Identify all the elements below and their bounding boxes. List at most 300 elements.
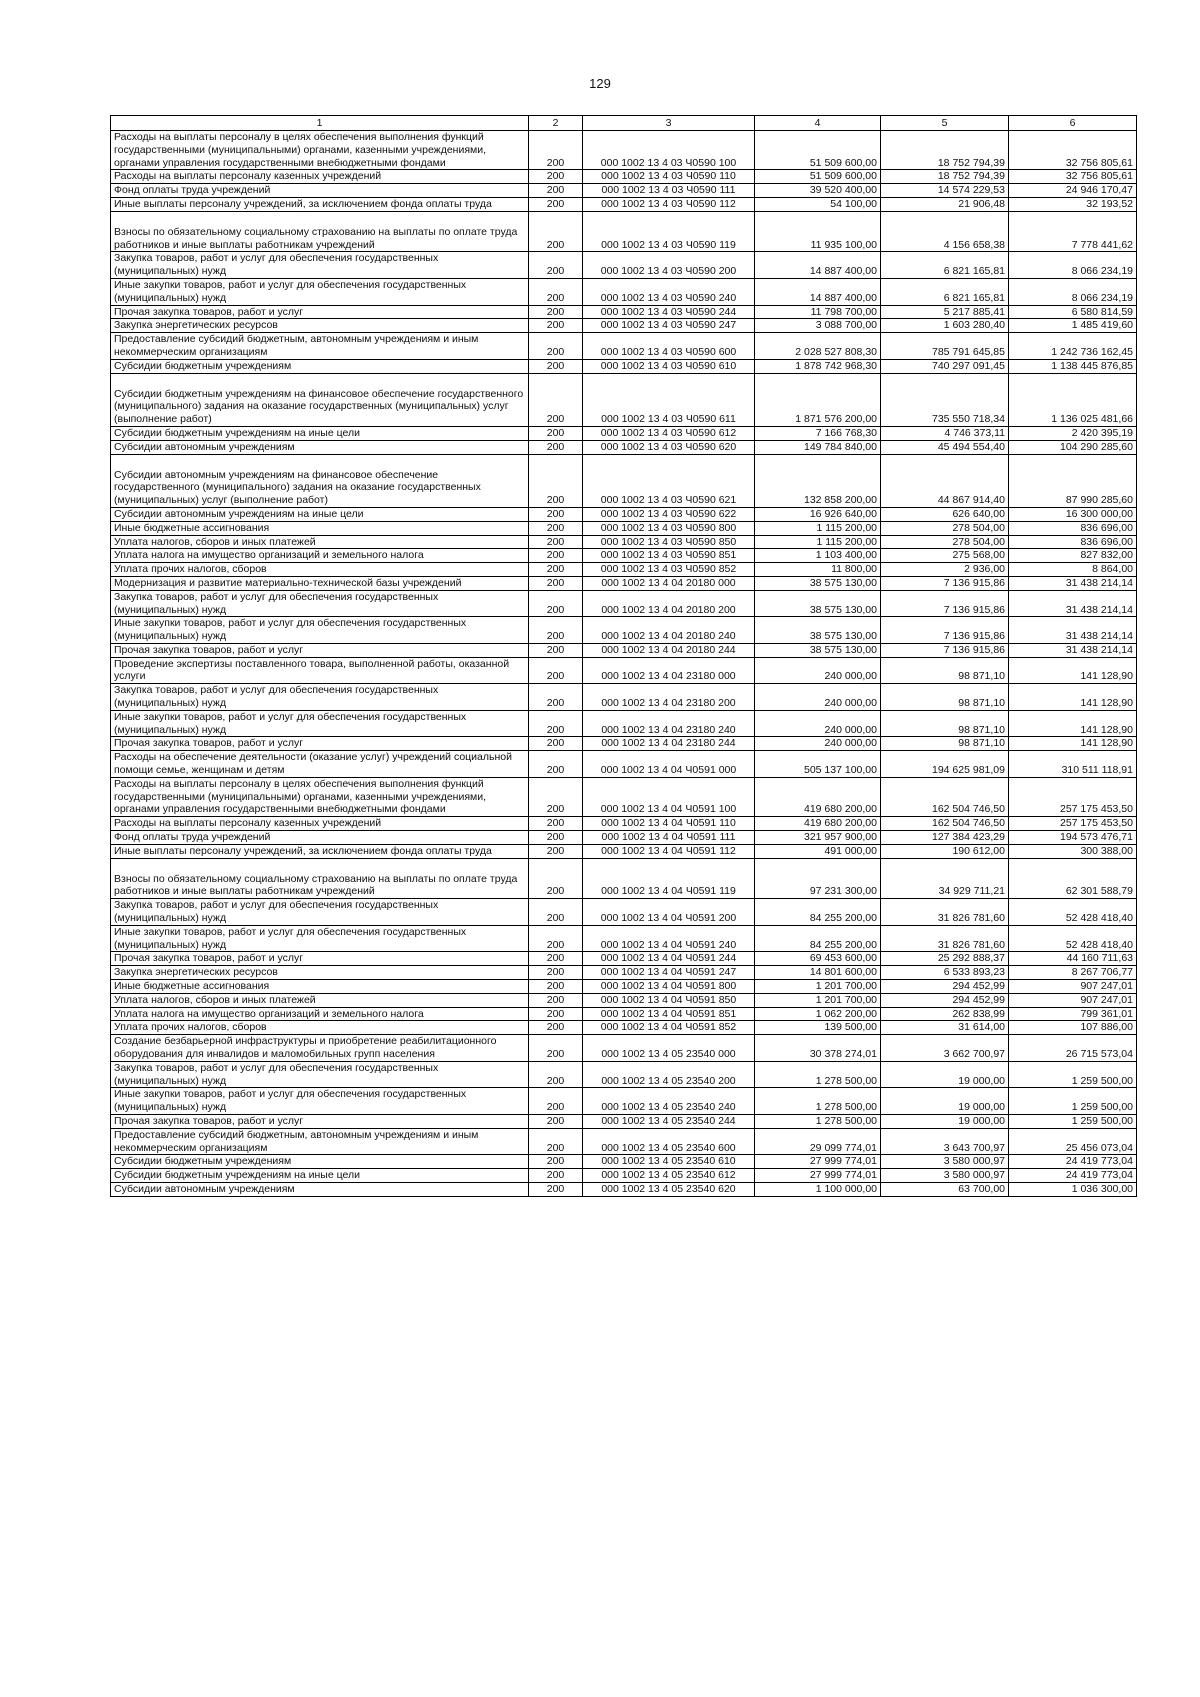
row-description: Иные выплаты персоналу учреждений, за исключением фонда оплаты труда: [111, 197, 529, 211]
row-budget-classification-code: 000 1002 13 4 05 23540 244: [583, 1114, 755, 1128]
row-line-code: 200: [529, 817, 583, 831]
row-approved-amount: 1 278 500,00: [755, 1114, 881, 1128]
row-budget-classification-code: 000 1002 13 4 04 20180 244: [583, 643, 755, 657]
row-executed-amount: 275 568,00: [881, 549, 1009, 563]
table-row: [111, 549, 1137, 563]
row-unexecuted-amount: 16 300 000,00: [1009, 507, 1137, 521]
row-budget-classification-code: 000 1002 13 4 03 Ч0590 621: [583, 454, 755, 507]
row-approved-amount: 1 062 200,00: [755, 1007, 881, 1021]
row-description: Иные закупки товаров, работ и услуг для обеспечения государственных (муниципальных) нужд: [111, 710, 529, 737]
row-approved-amount: 69 453 600,00: [755, 952, 881, 966]
row-unexecuted-amount: 1 259 500,00: [1009, 1114, 1137, 1128]
row-budget-classification-code: 000 1002 13 4 05 23540 612: [583, 1169, 755, 1183]
row-description: Закупка товаров, работ и услуг для обеспечения государственных (муниципальных) нужд: [111, 590, 529, 617]
row-unexecuted-amount: 310 511 118,91: [1009, 751, 1137, 778]
row-line-code: 200: [529, 831, 583, 845]
row-approved-amount: 491 000,00: [755, 844, 881, 858]
table-row: [111, 1021, 1137, 1035]
table-row: [111, 319, 1137, 333]
row-description: Иные бюджетные ассигнования: [111, 521, 529, 535]
row-executed-amount: 5 217 885,41: [881, 305, 1009, 319]
row-line-code: 200: [529, 535, 583, 549]
row-approved-amount: 51 509 600,00: [755, 170, 881, 184]
table-row: [111, 563, 1137, 577]
row-unexecuted-amount: 8 267 706,77: [1009, 966, 1137, 980]
row-description: Субсидии бюджетным учреждениям на иные цели: [111, 426, 529, 440]
row-unexecuted-amount: 141 128,90: [1009, 657, 1137, 684]
row-executed-amount: 162 504 746,50: [881, 777, 1009, 816]
column-header: 5: [881, 116, 1009, 131]
table-row: [111, 305, 1137, 319]
row-executed-amount: 34 929 711,21: [881, 858, 1009, 899]
table-row: [111, 844, 1137, 858]
row-executed-amount: 18 752 794,39: [881, 170, 1009, 184]
row-line-code: 200: [529, 359, 583, 373]
row-description: Расходы на выплаты персоналу казенных учреждений: [111, 817, 529, 831]
row-unexecuted-amount: 31 438 214,14: [1009, 590, 1137, 617]
table-row: [111, 980, 1137, 994]
table-row: [111, 590, 1137, 617]
row-line-code: 200: [529, 319, 583, 333]
row-budget-classification-code: 000 1002 13 4 04 Ч0591 000: [583, 751, 755, 778]
row-executed-amount: 19 000,00: [881, 1061, 1009, 1088]
row-approved-amount: 11 800,00: [755, 563, 881, 577]
column-header: 1: [111, 116, 529, 131]
row-approved-amount: 139 500,00: [755, 1021, 881, 1035]
row-executed-amount: 31 826 781,60: [881, 899, 1009, 926]
row-executed-amount: 31 826 781,60: [881, 925, 1009, 952]
table-body: [111, 131, 1137, 1197]
row-unexecuted-amount: 52 428 418,40: [1009, 899, 1137, 926]
row-line-code: 200: [529, 373, 583, 426]
page-number: 129: [589, 76, 611, 91]
row-budget-classification-code: 000 1002 13 4 03 Ч0590 112: [583, 197, 755, 211]
row-description: Закупка энергетических ресурсов: [111, 319, 529, 333]
row-unexecuted-amount: 8 066 234,19: [1009, 278, 1137, 305]
row-unexecuted-amount: 32 756 805,61: [1009, 170, 1137, 184]
row-executed-amount: 294 452,99: [881, 980, 1009, 994]
row-unexecuted-amount: 2 420 395,19: [1009, 426, 1137, 440]
row-line-code: 200: [529, 710, 583, 737]
row-budget-classification-code: 000 1002 13 4 04 Ч0591 112: [583, 844, 755, 858]
row-line-code: 200: [529, 858, 583, 899]
row-budget-classification-code: 000 1002 13 4 05 23540 200: [583, 1061, 755, 1088]
row-approved-amount: 27 999 774,01: [755, 1155, 881, 1169]
column-header: 4: [755, 116, 881, 131]
row-executed-amount: 63 700,00: [881, 1182, 1009, 1196]
row-budget-classification-code: 000 1002 13 4 04 Ч0591 200: [583, 899, 755, 926]
row-executed-amount: 3 643 700,97: [881, 1128, 1009, 1155]
row-line-code: 200: [529, 440, 583, 454]
row-unexecuted-amount: 31 438 214,14: [1009, 643, 1137, 657]
table-row: [111, 454, 1137, 507]
row-executed-amount: 3 580 000,97: [881, 1169, 1009, 1183]
row-executed-amount: 190 612,00: [881, 844, 1009, 858]
row-approved-amount: 14 801 600,00: [755, 966, 881, 980]
row-description: Уплата налога на имущество организаций и земельного налога: [111, 549, 529, 563]
row-executed-amount: 6 533 893,23: [881, 966, 1009, 980]
row-executed-amount: 98 871,10: [881, 684, 1009, 711]
row-executed-amount: 2 936,00: [881, 563, 1009, 577]
row-approved-amount: 84 255 200,00: [755, 925, 881, 952]
row-executed-amount: 4 746 373,11: [881, 426, 1009, 440]
row-executed-amount: 127 384 423,29: [881, 831, 1009, 845]
row-executed-amount: 7 136 915,86: [881, 590, 1009, 617]
row-description: Субсидии автономным учреждениям на финансовое обеспечение государственного (муниципального) задания на оказание государственных (муниципальных) услуг (выполнение работ): [111, 454, 529, 507]
row-unexecuted-amount: 1 259 500,00: [1009, 1088, 1137, 1115]
row-approved-amount: 1 115 200,00: [755, 535, 881, 549]
row-line-code: 200: [529, 197, 583, 211]
row-budget-classification-code: 000 1002 13 4 03 Ч0590 119: [583, 211, 755, 252]
row-unexecuted-amount: 836 696,00: [1009, 521, 1137, 535]
row-line-code: 200: [529, 1021, 583, 1035]
table-row: [111, 535, 1137, 549]
row-approved-amount: 38 575 130,00: [755, 617, 881, 644]
row-approved-amount: 97 231 300,00: [755, 858, 881, 899]
row-budget-classification-code: 000 1002 13 4 04 23180 244: [583, 737, 755, 751]
row-executed-amount: 626 640,00: [881, 507, 1009, 521]
row-approved-amount: 51 509 600,00: [755, 131, 881, 170]
row-line-code: 200: [529, 170, 583, 184]
row-budget-classification-code: 000 1002 13 4 04 Ч0591 244: [583, 952, 755, 966]
row-approved-amount: 16 926 640,00: [755, 507, 881, 521]
table-row: [111, 925, 1137, 952]
table-row: [111, 170, 1137, 184]
row-budget-classification-code: 000 1002 13 4 05 23540 240: [583, 1088, 755, 1115]
row-line-code: 200: [529, 952, 583, 966]
row-executed-amount: 31 614,00: [881, 1021, 1009, 1035]
row-approved-amount: 39 520 400,00: [755, 184, 881, 198]
table-row: [111, 252, 1137, 279]
row-line-code: 200: [529, 507, 583, 521]
row-approved-amount: 27 999 774,01: [755, 1169, 881, 1183]
row-executed-amount: 25 292 888,37: [881, 952, 1009, 966]
row-executed-amount: 785 791 645,85: [881, 333, 1009, 360]
row-approved-amount: 1 278 500,00: [755, 1088, 881, 1115]
row-description: Иные закупки товаров, работ и услуг для обеспечения государственных (муниципальных) нужд: [111, 278, 529, 305]
row-budget-classification-code: 000 1002 13 4 04 Ч0591 851: [583, 1007, 755, 1021]
table-row: [111, 993, 1137, 1007]
row-budget-classification-code: 000 1002 13 4 04 Ч0591 100: [583, 777, 755, 816]
row-executed-amount: 18 752 794,39: [881, 131, 1009, 170]
table-row: [111, 1114, 1137, 1128]
row-unexecuted-amount: 257 175 453,50: [1009, 817, 1137, 831]
row-approved-amount: 14 887 400,00: [755, 252, 881, 279]
row-approved-amount: 1 201 700,00: [755, 993, 881, 1007]
table-row: [111, 777, 1137, 816]
row-executed-amount: 7 136 915,86: [881, 576, 1009, 590]
row-line-code: 200: [529, 1169, 583, 1183]
row-line-code: 200: [529, 211, 583, 252]
row-description: Уплата прочих налогов, сборов: [111, 563, 529, 577]
row-description: Прочая закупка товаров, работ и услуг: [111, 1114, 529, 1128]
row-budget-classification-code: 000 1002 13 4 03 Ч0590 247: [583, 319, 755, 333]
row-approved-amount: 240 000,00: [755, 737, 881, 751]
table-row: [111, 1155, 1137, 1169]
row-budget-classification-code: 000 1002 13 4 05 23540 000: [583, 1035, 755, 1062]
row-approved-amount: 419 680 200,00: [755, 777, 881, 816]
table-row: [111, 710, 1137, 737]
row-approved-amount: 11 798 700,00: [755, 305, 881, 319]
table-row: [111, 657, 1137, 684]
table-row: [111, 278, 1137, 305]
row-approved-amount: 1 278 500,00: [755, 1061, 881, 1088]
row-description: Иные закупки товаров, работ и услуг для обеспечения государственных (муниципальных) нужд: [111, 925, 529, 952]
row-budget-classification-code: 000 1002 13 4 04 Ч0591 240: [583, 925, 755, 952]
row-line-code: 200: [529, 454, 583, 507]
row-description: Проведение экспертизы поставленного товара, выполненной работы, оказанной услуги: [111, 657, 529, 684]
row-unexecuted-amount: 24 419 773,04: [1009, 1155, 1137, 1169]
row-approved-amount: 38 575 130,00: [755, 590, 881, 617]
row-line-code: 200: [529, 737, 583, 751]
row-executed-amount: 14 574 229,53: [881, 184, 1009, 198]
row-description: Создание безбарьерной инфраструктуры и приобретение реабилитационного оборудования для инвалидов и маломобильных групп населения: [111, 1035, 529, 1062]
row-description: Уплата налогов, сборов и иных платежей: [111, 535, 529, 549]
row-executed-amount: 6 821 165,81: [881, 252, 1009, 279]
row-executed-amount: 740 297 091,45: [881, 359, 1009, 373]
row-line-code: 200: [529, 563, 583, 577]
row-unexecuted-amount: 141 128,90: [1009, 684, 1137, 711]
row-unexecuted-amount: 107 886,00: [1009, 1021, 1137, 1035]
row-line-code: 200: [529, 684, 583, 711]
row-unexecuted-amount: 1 242 736 162,45: [1009, 333, 1137, 360]
table-row: [111, 684, 1137, 711]
row-line-code: 200: [529, 131, 583, 170]
row-line-code: 200: [529, 1007, 583, 1021]
row-approved-amount: 240 000,00: [755, 684, 881, 711]
row-line-code: 200: [529, 643, 583, 657]
row-budget-classification-code: 000 1002 13 4 03 Ч0590 610: [583, 359, 755, 373]
row-executed-amount: 44 867 914,40: [881, 454, 1009, 507]
row-approved-amount: 38 575 130,00: [755, 576, 881, 590]
table-row: [111, 131, 1137, 170]
row-unexecuted-amount: 1 036 300,00: [1009, 1182, 1137, 1196]
row-line-code: 200: [529, 184, 583, 198]
row-unexecuted-amount: 1 136 025 481,66: [1009, 373, 1137, 426]
row-unexecuted-amount: 32 756 805,61: [1009, 131, 1137, 170]
row-unexecuted-amount: 257 175 453,50: [1009, 777, 1137, 816]
row-unexecuted-amount: 7 778 441,62: [1009, 211, 1137, 252]
row-unexecuted-amount: 907 247,01: [1009, 993, 1137, 1007]
row-line-code: 200: [529, 657, 583, 684]
row-approved-amount: 240 000,00: [755, 710, 881, 737]
row-budget-classification-code: 000 1002 13 4 03 Ч0590 111: [583, 184, 755, 198]
row-approved-amount: 1 871 576 200,00: [755, 373, 881, 426]
table-row: [111, 1169, 1137, 1183]
row-description: Закупка товаров, работ и услуг для обеспечения государственных (муниципальных) нужд: [111, 1061, 529, 1088]
row-approved-amount: 14 887 400,00: [755, 278, 881, 305]
row-executed-amount: 98 871,10: [881, 657, 1009, 684]
row-unexecuted-amount: 44 160 711,63: [1009, 952, 1137, 966]
row-unexecuted-amount: 1 259 500,00: [1009, 1061, 1137, 1088]
row-description: Субсидии бюджетным учреждениям: [111, 1155, 529, 1169]
row-budget-classification-code: 000 1002 13 4 03 Ч0590 611: [583, 373, 755, 426]
row-unexecuted-amount: 194 573 476,71: [1009, 831, 1137, 845]
row-approved-amount: 419 680 200,00: [755, 817, 881, 831]
table-row: [111, 952, 1137, 966]
row-line-code: 200: [529, 1061, 583, 1088]
table-row: [111, 440, 1137, 454]
row-budget-classification-code: 000 1002 13 4 04 Ч0591 800: [583, 980, 755, 994]
row-approved-amount: 38 575 130,00: [755, 643, 881, 657]
row-approved-amount: 240 000,00: [755, 657, 881, 684]
table-row: [111, 817, 1137, 831]
table-row: [111, 831, 1137, 845]
table-row: [111, 211, 1137, 252]
row-budget-classification-code: 000 1002 13 4 03 Ч0590 200: [583, 252, 755, 279]
row-line-code: 200: [529, 590, 583, 617]
row-description: Фонд оплаты труда учреждений: [111, 831, 529, 845]
table-row: [111, 1007, 1137, 1021]
row-line-code: 200: [529, 1128, 583, 1155]
row-description: Уплата налога на имущество организаций и земельного налога: [111, 1007, 529, 1021]
row-approved-amount: 321 957 900,00: [755, 831, 881, 845]
row-budget-classification-code: 000 1002 13 4 04 Ч0591 247: [583, 966, 755, 980]
table-row: [111, 507, 1137, 521]
row-budget-classification-code: 000 1002 13 4 03 Ч0590 622: [583, 507, 755, 521]
row-description: Модернизация и развитие материально-технической базы учреждений: [111, 576, 529, 590]
row-budget-classification-code: 000 1002 13 4 04 Ч0591 111: [583, 831, 755, 845]
row-approved-amount: 1 201 700,00: [755, 980, 881, 994]
row-executed-amount: 7 136 915,86: [881, 643, 1009, 657]
table-row: [111, 1035, 1137, 1062]
table-row: [111, 184, 1137, 198]
row-line-code: 200: [529, 993, 583, 1007]
row-description: Прочая закупка товаров, работ и услуг: [111, 643, 529, 657]
row-unexecuted-amount: 300 388,00: [1009, 844, 1137, 858]
row-unexecuted-amount: 141 128,90: [1009, 710, 1137, 737]
row-budget-classification-code: 000 1002 13 4 03 Ч0590 852: [583, 563, 755, 577]
table-row: [111, 617, 1137, 644]
table-row: [111, 643, 1137, 657]
row-unexecuted-amount: 1 485 419,60: [1009, 319, 1137, 333]
row-description: Расходы на выплаты персоналу в целях обеспечения выполнения функций государственными (муниципальными) органами, казенными учреждениями, органами управления государственными внебюджетными фондами: [111, 131, 529, 170]
row-description: Субсидии автономным учреждениям: [111, 1182, 529, 1196]
row-unexecuted-amount: 6 580 814,59: [1009, 305, 1137, 319]
row-executed-amount: 6 821 165,81: [881, 278, 1009, 305]
row-line-code: 200: [529, 751, 583, 778]
row-unexecuted-amount: 907 247,01: [1009, 980, 1137, 994]
table-row: [111, 576, 1137, 590]
row-budget-classification-code: 000 1002 13 4 03 Ч0590 800: [583, 521, 755, 535]
row-description: Уплата налогов, сборов и иных платежей: [111, 993, 529, 1007]
row-unexecuted-amount: 52 428 418,40: [1009, 925, 1137, 952]
row-budget-classification-code: 000 1002 13 4 05 23540 610: [583, 1155, 755, 1169]
row-unexecuted-amount: 31 438 214,14: [1009, 617, 1137, 644]
row-line-code: 200: [529, 1035, 583, 1062]
table-row: [111, 1182, 1137, 1196]
row-description: Субсидии автономным учреждениям: [111, 440, 529, 454]
table-row: [111, 858, 1137, 899]
row-line-code: 200: [529, 1182, 583, 1196]
row-approved-amount: 505 137 100,00: [755, 751, 881, 778]
row-executed-amount: 98 871,10: [881, 737, 1009, 751]
column-header: 3: [583, 116, 755, 131]
row-executed-amount: 7 136 915,86: [881, 617, 1009, 644]
table-header-row: [111, 116, 1137, 131]
row-line-code: 200: [529, 252, 583, 279]
row-executed-amount: 294 452,99: [881, 993, 1009, 1007]
row-line-code: 200: [529, 844, 583, 858]
row-unexecuted-amount: 24 419 773,04: [1009, 1169, 1137, 1183]
row-description: Закупка товаров, работ и услуг для обеспечения государственных (муниципальных) нужд: [111, 252, 529, 279]
row-unexecuted-amount: 24 946 170,47: [1009, 184, 1137, 198]
row-approved-amount: 1 103 400,00: [755, 549, 881, 563]
table-row: [111, 1128, 1137, 1155]
table-row: [111, 333, 1137, 360]
row-budget-classification-code: 000 1002 13 4 04 20180 240: [583, 617, 755, 644]
row-executed-amount: 98 871,10: [881, 710, 1009, 737]
row-unexecuted-amount: 827 832,00: [1009, 549, 1137, 563]
row-budget-classification-code: 000 1002 13 4 05 23540 600: [583, 1128, 755, 1155]
row-line-code: 200: [529, 333, 583, 360]
row-unexecuted-amount: 31 438 214,14: [1009, 576, 1137, 590]
row-description: Субсидии бюджетным учреждениям: [111, 359, 529, 373]
row-budget-classification-code: 000 1002 13 4 04 Ч0591 110: [583, 817, 755, 831]
row-description: Иные бюджетные ассигнования: [111, 980, 529, 994]
row-approved-amount: 2 028 527 808,30: [755, 333, 881, 360]
row-approved-amount: 1 878 742 968,30: [755, 359, 881, 373]
table-row: [111, 1061, 1137, 1088]
row-line-code: 200: [529, 966, 583, 980]
row-description: Расходы на выплаты персоналу в целях обеспечения выполнения функций государственными (муниципальными) органами, казенными учреждениями, органами управления государственными внебюджетными фондами: [111, 777, 529, 816]
row-budget-classification-code: 000 1002 13 4 03 Ч0590 240: [583, 278, 755, 305]
row-budget-classification-code: 000 1002 13 4 04 23180 200: [583, 684, 755, 711]
row-line-code: 200: [529, 1088, 583, 1115]
row-budget-classification-code: 000 1002 13 4 04 23180 000: [583, 657, 755, 684]
table-row: [111, 966, 1137, 980]
row-budget-classification-code: 000 1002 13 4 04 23180 240: [583, 710, 755, 737]
row-description: Закупка товаров, работ и услуг для обеспечения государственных (муниципальных) нужд: [111, 684, 529, 711]
row-budget-classification-code: 000 1002 13 4 03 Ч0590 600: [583, 333, 755, 360]
row-budget-classification-code: 000 1002 13 4 04 Ч0591 119: [583, 858, 755, 899]
row-description: Взносы по обязательному социальному страхованию на выплаты по оплате труда работников и иные выплаты работникам учреждений: [111, 211, 529, 252]
table-row: [111, 521, 1137, 535]
row-description: Прочая закупка товаров, работ и услуг: [111, 305, 529, 319]
row-budget-classification-code: 000 1002 13 4 03 Ч0590 620: [583, 440, 755, 454]
table-row: [111, 737, 1137, 751]
row-executed-amount: 162 504 746,50: [881, 817, 1009, 831]
row-description: Уплата прочих налогов, сборов: [111, 1021, 529, 1035]
row-unexecuted-amount: 25 456 073,04: [1009, 1128, 1137, 1155]
row-budget-classification-code: 000 1002 13 4 04 20180 200: [583, 590, 755, 617]
row-approved-amount: 7 166 768,30: [755, 426, 881, 440]
row-description: Фонд оплаты труда учреждений: [111, 184, 529, 198]
row-description: Прочая закупка товаров, работ и услуг: [111, 952, 529, 966]
row-unexecuted-amount: 26 715 573,04: [1009, 1035, 1137, 1062]
row-line-code: 200: [529, 305, 583, 319]
row-line-code: 200: [529, 617, 583, 644]
row-budget-classification-code: 000 1002 13 4 03 Ч0590 100: [583, 131, 755, 170]
table-row: [111, 426, 1137, 440]
row-executed-amount: 1 603 280,40: [881, 319, 1009, 333]
row-unexecuted-amount: 87 990 285,60: [1009, 454, 1137, 507]
row-line-code: 200: [529, 777, 583, 816]
row-unexecuted-amount: 836 696,00: [1009, 535, 1137, 549]
row-budget-classification-code: 000 1002 13 4 04 Ч0591 852: [583, 1021, 755, 1035]
row-unexecuted-amount: 104 290 285,60: [1009, 440, 1137, 454]
row-approved-amount: 3 088 700,00: [755, 319, 881, 333]
row-description: Иные закупки товаров, работ и услуг для обеспечения государственных (муниципальных) нужд: [111, 617, 529, 644]
row-executed-amount: 19 000,00: [881, 1088, 1009, 1115]
column-header: 6: [1009, 116, 1137, 131]
row-description: Субсидии бюджетным учреждениям на иные цели: [111, 1169, 529, 1183]
row-budget-classification-code: 000 1002 13 4 03 Ч0590 110: [583, 170, 755, 184]
row-executed-amount: 4 156 658,38: [881, 211, 1009, 252]
row-budget-classification-code: 000 1002 13 4 04 20180 000: [583, 576, 755, 590]
row-line-code: 200: [529, 899, 583, 926]
row-executed-amount: 735 550 718,34: [881, 373, 1009, 426]
